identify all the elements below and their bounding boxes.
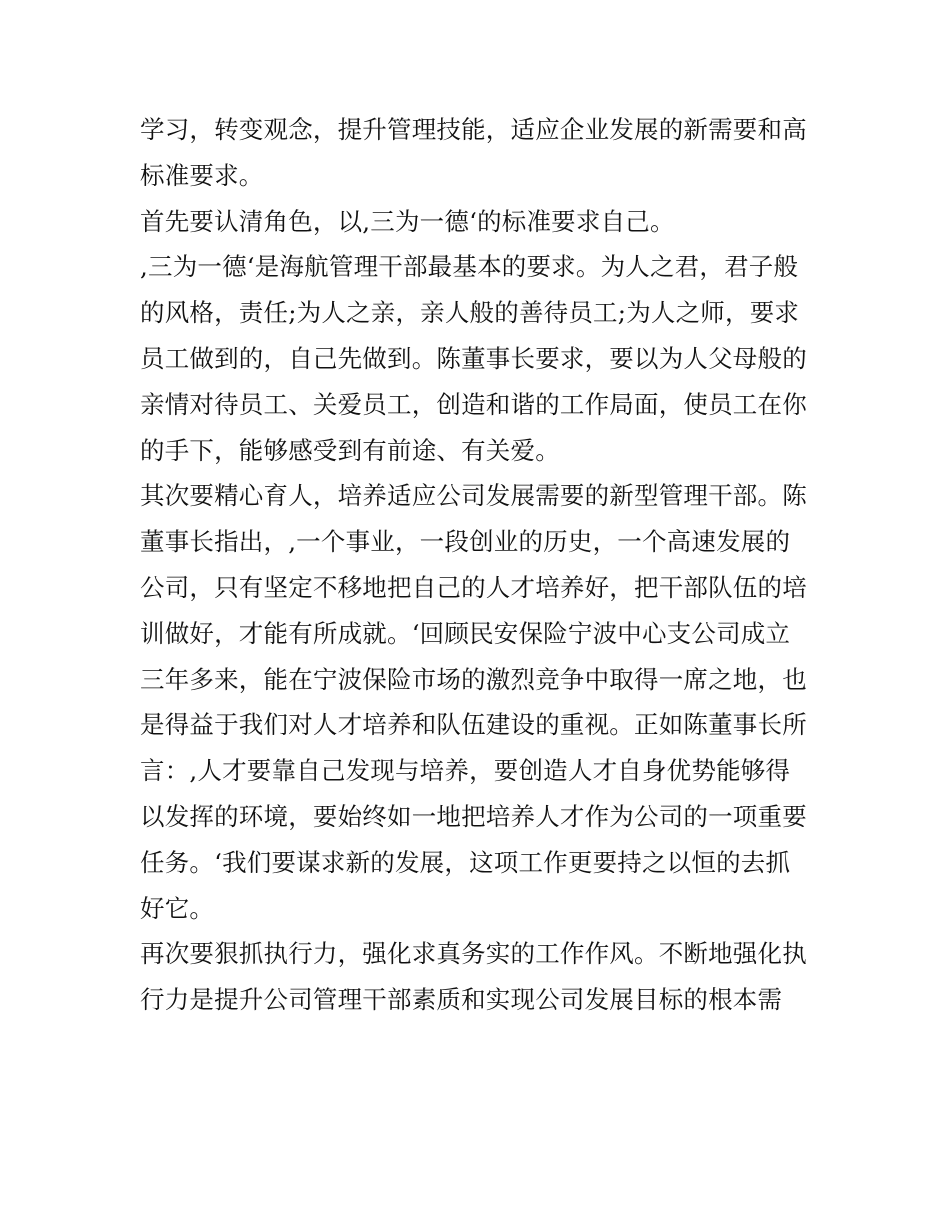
text-line: 的风格，责任;为人之亲，亲人般的善待员工;为人之师，要求 [140, 298, 800, 328]
text-line: 以发挥的环境，要始终如一地把培养人才作为公司的一项重要 [140, 801, 807, 831]
text-line: 训做好，才能有所成就。‘回顾民安保险宁波中心支公司成立 [140, 618, 791, 648]
text-line: 其次要精心育人，培养适应公司发展需要的新型管理干部。陈 [140, 481, 807, 511]
text-line: 员工做到的，自己先做到。陈董事长要求，要以为人父母般的 [140, 343, 807, 373]
text-line: 亲情对待员工、关爱员工，创造和谐的工作局面，使员工在你 [140, 389, 807, 419]
body-text [140, 107, 820, 1023]
text-line: 标准要求。 [140, 160, 264, 190]
text-line: 任务。‘我们要谋求新的发展，这项工作更要持之以恒的去抓 [140, 847, 791, 877]
text-line: ,三为一德‘是海航管理干部最基本的要求。为人之君，君子般 [140, 252, 799, 282]
text-line: 好它。 [140, 893, 215, 923]
text-line: 三年多来，能在宁波保险市场的激烈竞争中取得一席之地，也 [140, 664, 807, 694]
text-line: 公司，只有坚定不移地把自己的人才培养好，把干部队伍的培 [140, 572, 807, 602]
text-line: 首先要认清角色，以,三为一德‘的标准要求自己。 [140, 206, 675, 236]
text-line: 是得益于我们对人才培养和队伍建设的重视。正如陈董事长所 [140, 710, 807, 740]
text-line: 行力是提升公司管理干部素质和实现公司发展目标的根本需 [140, 985, 783, 1015]
text-line: 董事长指出，,一个事业，一段创业的历史，一个高速发展的 [140, 527, 791, 557]
text-line: 再次要狠抓执行力，强化求真务实的工作作风。不断地强化执 [140, 939, 807, 969]
text-line: 学习，转变观念，提升管理技能，适应企业发展的新需要和高 [140, 115, 807, 144]
text-line: 言：,人才要靠自己发现与培养，要创造人才自身优势能够得 [140, 756, 791, 786]
text-line: 的手下，能够感受到有前途、有关爱。 [140, 435, 560, 465]
